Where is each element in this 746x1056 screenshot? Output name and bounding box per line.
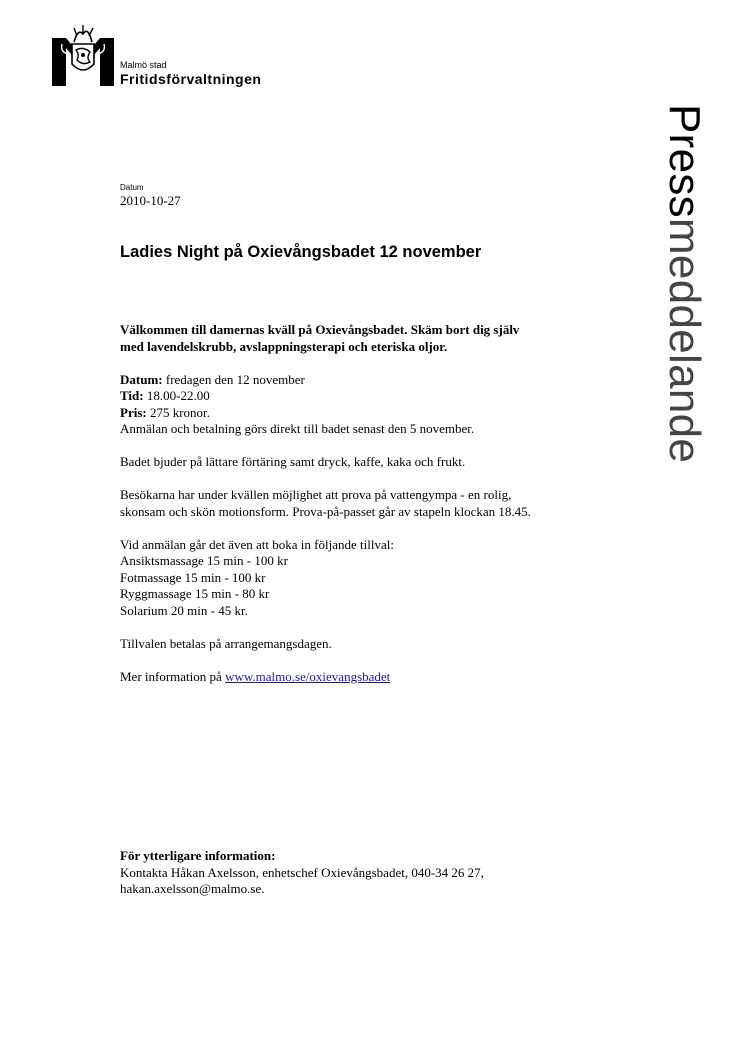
lead-paragraph (120, 322, 600, 355)
contact-heading: För ytterligare information: (120, 848, 276, 863)
gym-line-1: Besökarna har under kvällen möjlighet att prova på vattengympa - en rolig, (120, 487, 512, 502)
addons-paragraph (120, 537, 600, 620)
title-word-press: Press (660, 104, 709, 218)
gym-line-2: skonsam och skön motionsform. Prova-på-passet går av stapeln klockan 18.45. (120, 503, 531, 519)
event-details (120, 372, 600, 438)
press-headline: Ladies Night på Oxievångsbadet 12 november (120, 243, 482, 261)
addons-intro: Vid anmälan går det även att boka in följande tillval: (120, 536, 394, 552)
lead-line-2: med lavendelskrubb, avslappningsterapi och eteriska oljor. (120, 338, 448, 354)
water-gym-paragraph (120, 487, 600, 520)
pris-value: 275 kronor. (146, 404, 210, 420)
addon-item: Solarium 20 min - 45 kr. (120, 602, 248, 618)
datum-value: fredagen den 12 november (162, 371, 305, 387)
refreshments-paragraph: Badet bjuder på lättare förtäring samt dryck, kaffe, kaka och frukt. (120, 454, 466, 469)
pris-label: Pris: (120, 404, 147, 420)
title-word-meddelande: meddelande (660, 217, 709, 464)
date-value: 2010-10-27 (120, 193, 181, 208)
addon-item: Fotmassage 15 min - 100 kr (120, 569, 266, 585)
contact-line-1: Kontakta Håkan Axelsson, enhetschef Oxievångsbadet, 040-34 26 27, (120, 864, 484, 880)
more-info-prefix: Mer information på (120, 668, 226, 684)
addon-item: Ansiktsmassage 15 min - 100 kr (120, 553, 288, 568)
contact-section (120, 848, 600, 898)
contact-line-2: hakan.axelsson@malmo.se. (120, 881, 265, 896)
more-info-link[interactable]: www.malmo.se/oxievangsbadet (225, 668, 391, 684)
datum-label: Datum: (120, 371, 163, 387)
malmo-griffin-crest-icon (52, 24, 114, 86)
tid-value: 18.00-22.00 (143, 388, 210, 403)
org-city-name: Malmö stad (120, 60, 167, 70)
malmo-crest-logo (52, 24, 114, 86)
lead-line-1: Välkommen till damernas kväll på Oxievångsbadet. Skäm bort dig själv (120, 322, 520, 337)
press-body (120, 322, 600, 702)
registration-text: Anmälan och betalning görs direkt till badet senast den 5 november. (120, 421, 475, 436)
more-info-paragraph (120, 669, 600, 686)
tid-label: Tid: (120, 388, 144, 403)
addons-payment-paragraph: Tillvalen betalas på arrangemangsdagen. (120, 635, 332, 651)
document-type-title (636, 104, 716, 552)
addon-item: Ryggmassage 15 min - 80 kr (120, 586, 270, 601)
date-label: Datum (120, 183, 144, 192)
org-department-name: Fritidsförvaltningen (120, 71, 262, 87)
